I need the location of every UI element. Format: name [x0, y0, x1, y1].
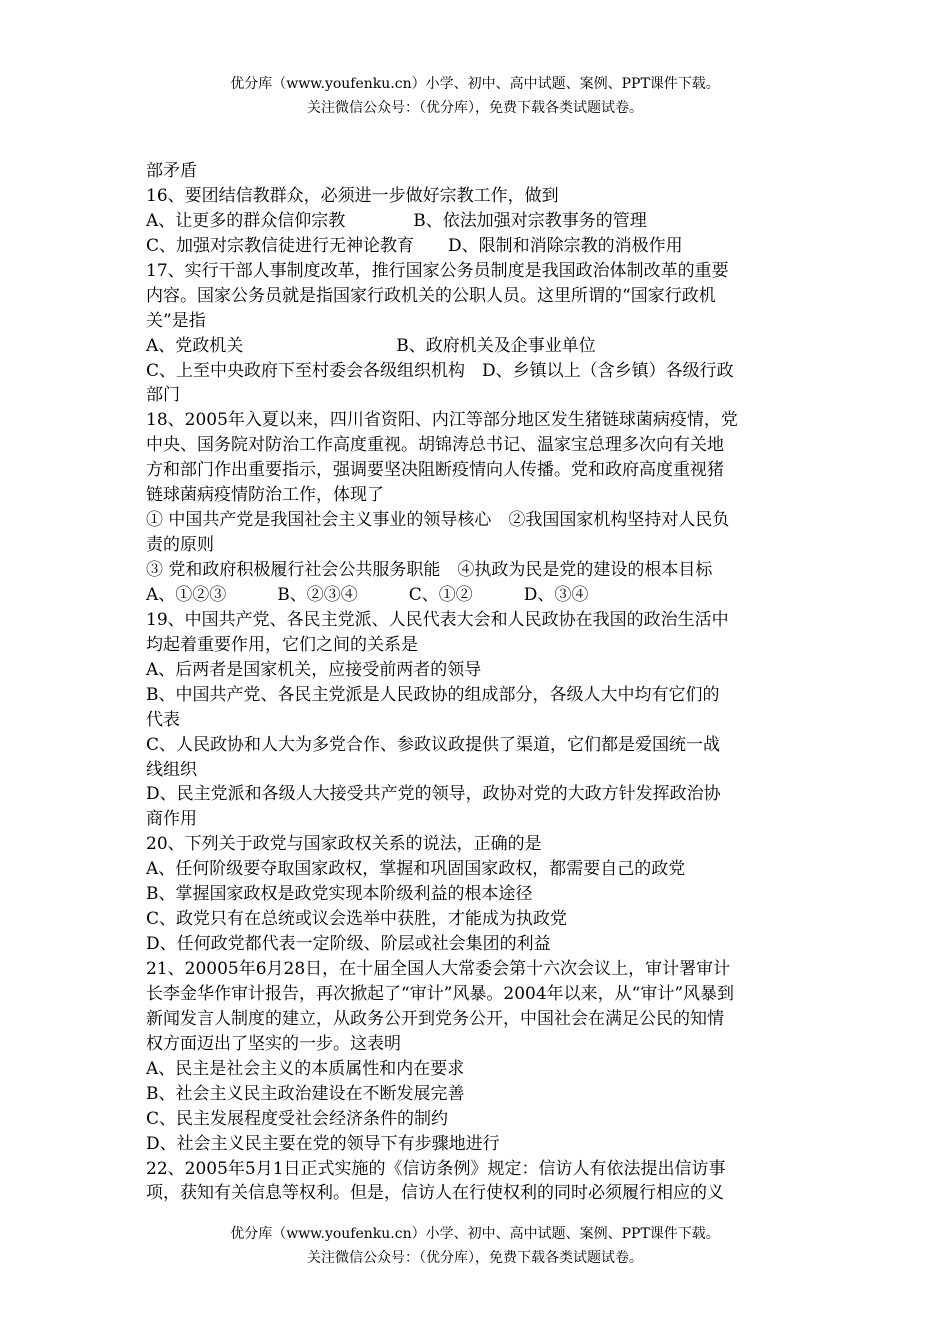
text-line: ① 中国共产党是我国社会主义事业的领导核心 ②我国国家机构坚持对人民负 — [146, 510, 730, 531]
text-line: A、后两者是国家机关，应接受前两者的领导 — [146, 659, 482, 680]
text-line: 部门 — [146, 385, 180, 406]
text-line: 线组织 — [146, 759, 197, 780]
text-line: 责的原则 — [146, 535, 214, 556]
text-line: B、社会主义民主政治建设在不断发展完善 — [146, 1083, 465, 1104]
text-line: A、民主是社会主义的本质属性和内在要求 — [146, 1058, 465, 1079]
text-line: C、人民政协和人大为多党合作、参政议政提供了渠道，它们都是爱国统一战 — [146, 734, 721, 755]
text-line: 关”是指 — [146, 310, 206, 331]
text-line: 中央、国务院对防治工作高度重视。胡锦涛总书记、温家宝总理多次向有关地 — [146, 435, 724, 456]
text-line: C、上至中央政府下至村委会各级组织机构 D、乡镇以上（含乡镇）各级行政 — [146, 360, 734, 381]
text-line: 21、20005年6月28日，在十届全国人大常委会第十六次会议上，审计署审计 — [146, 959, 731, 979]
text-line: 16、要团结信教群众，必须进一步做好宗教工作，做到 — [146, 185, 559, 206]
text-line: D、社会主义民主要在党的领导下有步骤地进行 — [146, 1133, 500, 1154]
text-line: 方和部门作出重要指示，强调要坚决阻断疫情向人传播。党和政府高度重视猪 — [146, 460, 724, 481]
text-line: 新闻发言人制度的建立，从政务公开到党务公开，中国社会在满足公民的知情 — [146, 1008, 724, 1029]
text-line: 均起着重要作用，它们之间的关系是 — [146, 634, 418, 655]
footer-line-1: 优分库（www.youfenku.cn）小学、初中、高中试题、案例、PPT课件下载。 — [230, 1226, 720, 1242]
text-line: B、中国共产党、各民主党派是人民政协的组成部分，各级人大中均有它们的 — [146, 684, 720, 705]
header-line-1: 优分库（www.youfenku.cn）小学、初中、高中试题、案例、PPT课件下载。 — [230, 76, 720, 92]
page-footer — [0, 1222, 950, 1270]
text-line: 22、2005年5月1日正式实施的《信访条例》规定：信访人有依法提出信访事 — [146, 1158, 726, 1179]
document-body — [146, 159, 816, 1206]
page-header — [0, 72, 950, 120]
text-line: 17、实行干部人事制度改革，推行国家公务员制度是我国政治体制改革的重要 — [146, 260, 729, 281]
text-line: A、任何阶级要夺取国家政权，掌握和巩固国家政权，都需要自己的政党 — [146, 859, 686, 880]
text-line: 20、下列关于政党与国家政权关系的说法，正确的是 — [146, 834, 542, 855]
text-line: 18、2005年入夏以来，四川省资阳、内江等部分地区发生猪链球菌病疫情，党 — [146, 410, 738, 431]
text-line: 内容。国家公务员就是指国家行政机关的公职人员。这里所谓的“国家行政机 — [146, 285, 716, 306]
text-line: 商作用 — [146, 809, 197, 830]
text-line: 代表 — [146, 709, 180, 730]
text-line: B、掌握国家政权是政党实现本阶级利益的根本途径 — [146, 884, 533, 905]
text-line: C、民主发展程度受社会经济条件的制约 — [146, 1108, 449, 1129]
text-line: 部矛盾 — [146, 161, 197, 181]
text-line: 项，获知有关信息等权利。但是，信访人在行使权利的同时必须履行相应的义 — [146, 1183, 724, 1204]
text-line: A、①②③ B、②③④ C、①② D、③④ — [146, 584, 589, 605]
text-line: A、让更多的群众信仰宗教 B、依法加强对宗教事务的管理 — [146, 210, 647, 231]
text-line: D、民主党派和各级人大接受共产党的领导，政协对党的大政方针发挥政治协 — [146, 784, 721, 805]
text-line: C、加强对宗教信徒进行无神论教育 D、限制和消除宗教的消极作用 — [146, 235, 683, 256]
text-line: D、任何政党都代表一定阶级、阶层或社会集团的利益 — [146, 934, 551, 955]
text-line: 链球菌病疫情防治工作，体现了 — [146, 485, 384, 506]
text-line: 长李金华作审计报告，再次掀起了“审计”风暴。2004年以来，从“审计”风暴到 — [146, 983, 735, 1004]
footer-line-2: 关注微信公众号：（优分库），免费下载各类试题试卷。 — [307, 1250, 643, 1266]
text-line: ③ 党和政府积极履行社会公共服务职能 ④执政为民是党的建设的根本目标 — [146, 560, 713, 580]
text-line: 权方面迈出了坚实的一步。这表明 — [146, 1033, 401, 1054]
text-line: A、党政机关 B、政府机关及企事业单位 — [146, 335, 596, 356]
text-line: 19、中国共产党、各民主党派、人民代表大会和人民政协在我国的政治生活中 — [146, 609, 729, 630]
header-line-2: 关注微信公众号：（优分库），免费下载各类试题试卷。 — [307, 100, 643, 116]
text-line: C、政党只有在总统或议会选举中获胜，才能成为执政党 — [146, 909, 568, 930]
